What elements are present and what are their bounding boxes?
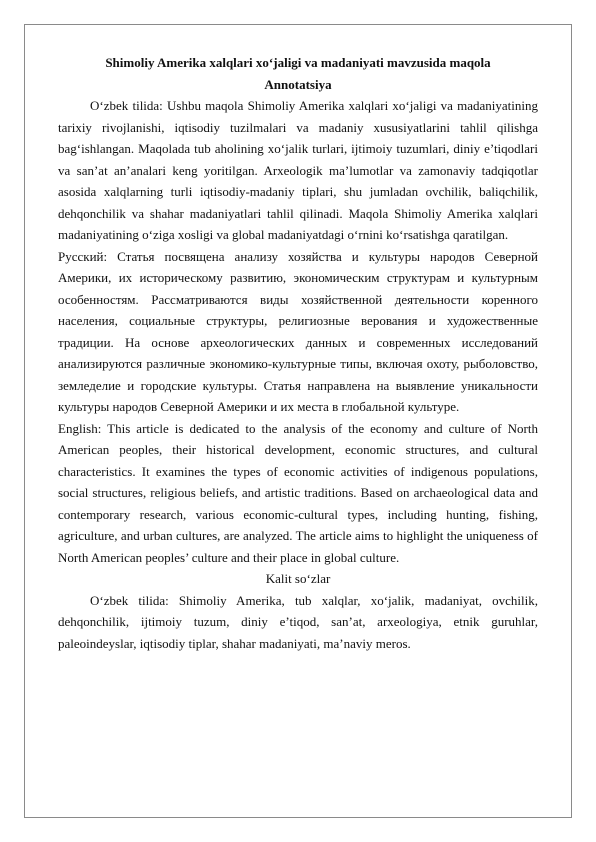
article-title: Shimoliy Amerika xalqlari xo‘jaligi va madaniyati mavzusida maqola [105, 55, 491, 70]
abstract-heading: Annotatsiya [264, 76, 332, 92]
article-body [58, 52, 538, 654]
abstract-russian: Русский: Статья посвящена анализу хозяйства и культуры народов Северной Америки, их историческому развитию, экономическим структурам и культурным особенностям. Рассматриваются виды хозяйственной деятельности коренного населения, социальные структуры, религиозные верования и художественные традиции. На основе археологических данных и современных исследований анализируются различные экономико-культурные типы, включая охоту, рыболовство, земледелие и городские культуры. Статья направлена на выявление уникальности культуры народов Северной Америки и их места в глобальной культуре. [58, 248, 538, 414]
keywords-heading: Kalit so‘zlar [265, 571, 331, 586]
keywords-uzbek: O‘zbek tilida: Shimoliy Amerika, tub xalqlar, xo‘jalik, madaniyat, ovchilik, dehqonchilik, ijtimoiy tuzum, diniy e’tiqod, san’at, arxeologiya, etnik guruhlar, paleoindeyslar, iqtisodiy tiplar, shahar madaniyati, ma’naviy meros. [58, 592, 538, 651]
abstract-english: English: This article is dedicated to the analysis of the economy and culture of North American peoples, their historical development, economic structures, and cultural characteristics. It examines the types of economic activities of indigenous populations, social structures, religious beliefs, and artistic traditions. Based on archaeological data and contemporary research, various economic-cultural types, including hunting, fishing, agriculture, and urban cultures, are analyzed. The article aims to highlight the uniqueness of North American peoples’ culture and their place in global culture. [58, 420, 538, 565]
abstract-uzbek: O‘zbek tilida: Ushbu maqola Shimoliy Amerika xalqlari xo‘jaligi va madaniyatining tarixiy rivojlanishi, iqtisodiy tuzilmalari va madaniy xususiyatlarini tahlil qilishga bag‘ishlangan. Maqolada tub aholining xo‘jalik turlari, ijtimoiy tuzumlari, diniy e’tiqodlari va san’at an’analari keng yoritilgan. Arxeologik ma’lumotlar va zamonaviy tadqiqotlar asosida xalqlarning turli iqtisodiy-madaniy tiplari, shu jumladan ovchilik, baliqchilik, dehqonchilik va shahar madaniyatlari tahlil qilinadi. Maqola Shimoliy Amerika xalqlari madaniyatining o‘ziga xosligi va global madaniyatdagi o‘rnini ko‘rsatishga qaratilgan. [58, 98, 538, 242]
